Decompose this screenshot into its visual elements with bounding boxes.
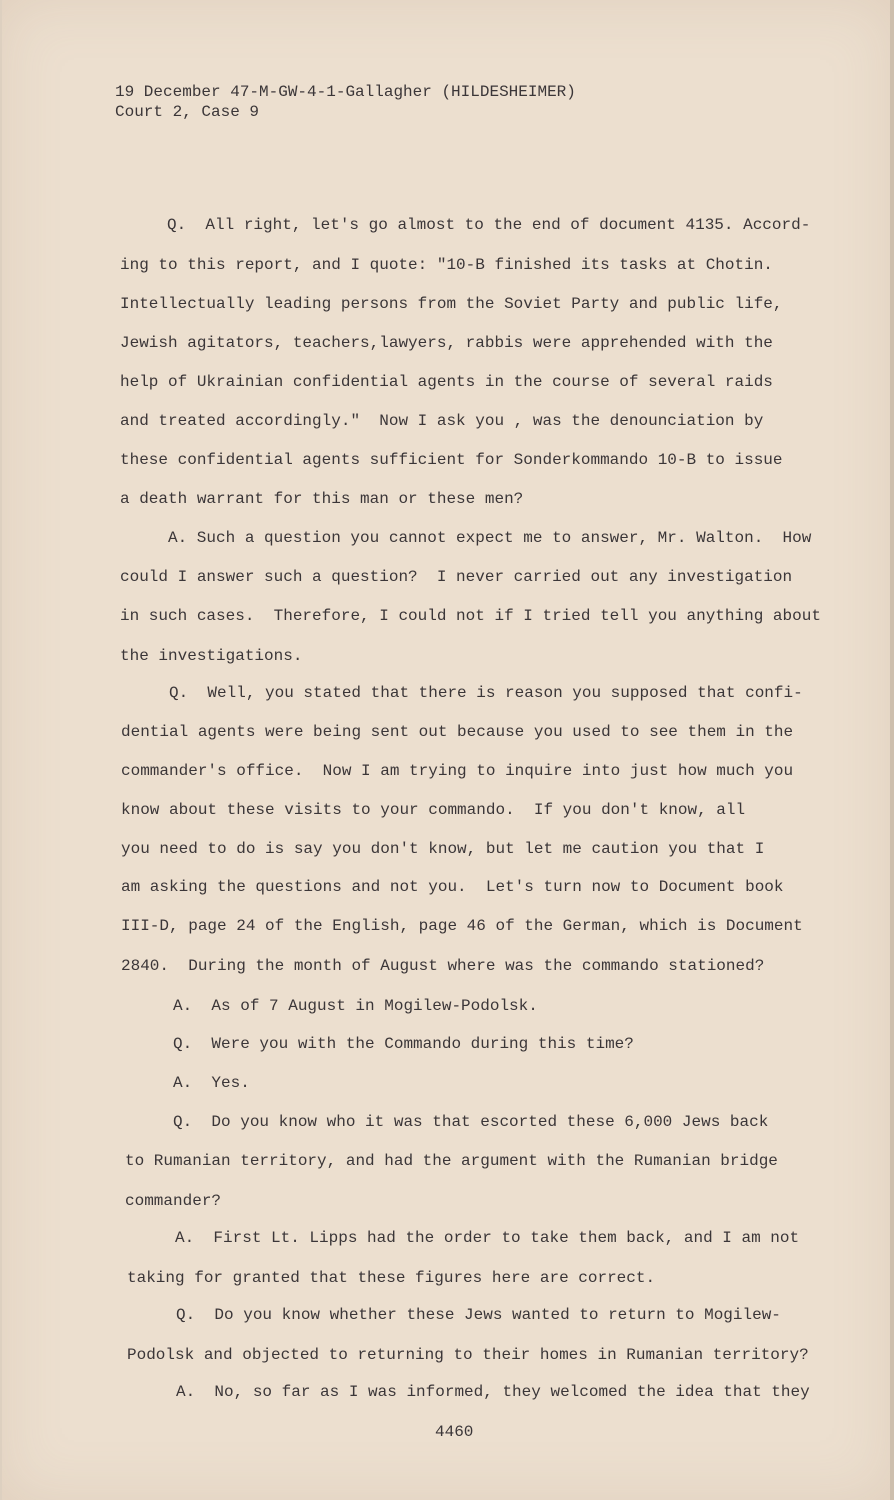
page-edge [890,0,894,1500]
transcript-line: a death warrant for this man or these men? [120,490,524,508]
transcript-line: commander's office. Now I am trying to inquire into just how much you [121,762,794,780]
transcript-line: A. First Lt. Lipps had the order to take them back, and I am not [175,1229,800,1247]
transcript-line: taking for granted that these figures here are correct. [127,1269,656,1287]
transcript-line: you need to do is say you don't know, but let me caution you that I [121,840,765,858]
transcript-line: A. As of 7 August in Mogilew-Podolsk. [173,997,538,1015]
transcript-line: in such cases. Therefore, I could not if I tried tell you anything about [120,607,821,625]
page-number: 4460 [435,1423,474,1441]
transcript-line: dential agents were being sent out because you used to see them in the [121,723,794,741]
transcript-line: Podolsk and objected to returning to their homes in Rumanian territory? [127,1346,809,1364]
transcript-line: these confidential agents sufficient for Sonderkommando 10-B to issue [120,451,783,469]
transcript-line: and treated accordingly." Now I ask you , was the denounciation by [120,412,764,430]
document-page [2,0,892,1500]
transcript-line: Intellectually leading persons from the Soviet Party and public life, [120,295,783,313]
transcript-line: know about these visits to your commando. If you don't know, all [121,801,746,819]
document-header [115,82,576,122]
transcript-line: Q. Were you with the Commando during this time? [173,1035,634,1053]
transcript-line: III-D, page 24 of the English, page 46 of the German, which is Document [121,917,803,935]
transcript-line: to Rumanian territory, and had the argument with the Rumanian bridge [125,1152,778,1170]
transcript-line: A. Such a question you cannot expect me to answer, Mr. Walton. How [168,529,812,547]
transcript-line: the investigations. [120,647,303,665]
transcript-line: could I answer such a question? I never carried out any investigation [120,568,793,586]
transcript-line: commander? [125,1192,222,1210]
transcript-line: am asking the questions and not you. Let's turn now to Document book [121,878,784,896]
transcript-line: ing to this report, and I quote: "10-B finished its tasks at Chotin. [120,256,773,274]
header-court-line: Court 2, Case 9 [115,103,260,121]
transcript-line: Jewish agitators, teachers,lawyers, rabbis were apprehended with the [120,334,773,352]
transcript-line: 2840. During the month of August where was the commando stationed? [121,957,765,975]
transcript-line: help of Ukrainian confidential agents in the course of several raids [120,373,773,391]
transcript-line: Q. Do you know who it was that escorted these 6,000 Jews back [173,1113,769,1131]
header-date-line: 19 December 47-M-GW-4-1-Gallagher (HILDESHEIMER) [115,83,576,101]
transcript-line: Q. Do you know whether these Jews wanted to return to Mogilew- [176,1306,781,1324]
transcript-line: Q. All right, let's go almost to the end of document 4135. Accord- [167,216,811,234]
transcript-line: A. No, so far as I was informed, they welcomed the idea that they [176,1383,810,1401]
transcript-line: A. Yes. [173,1074,250,1092]
transcript-line: Q. Well, you stated that there is reason you supposed that confi- [169,684,803,702]
